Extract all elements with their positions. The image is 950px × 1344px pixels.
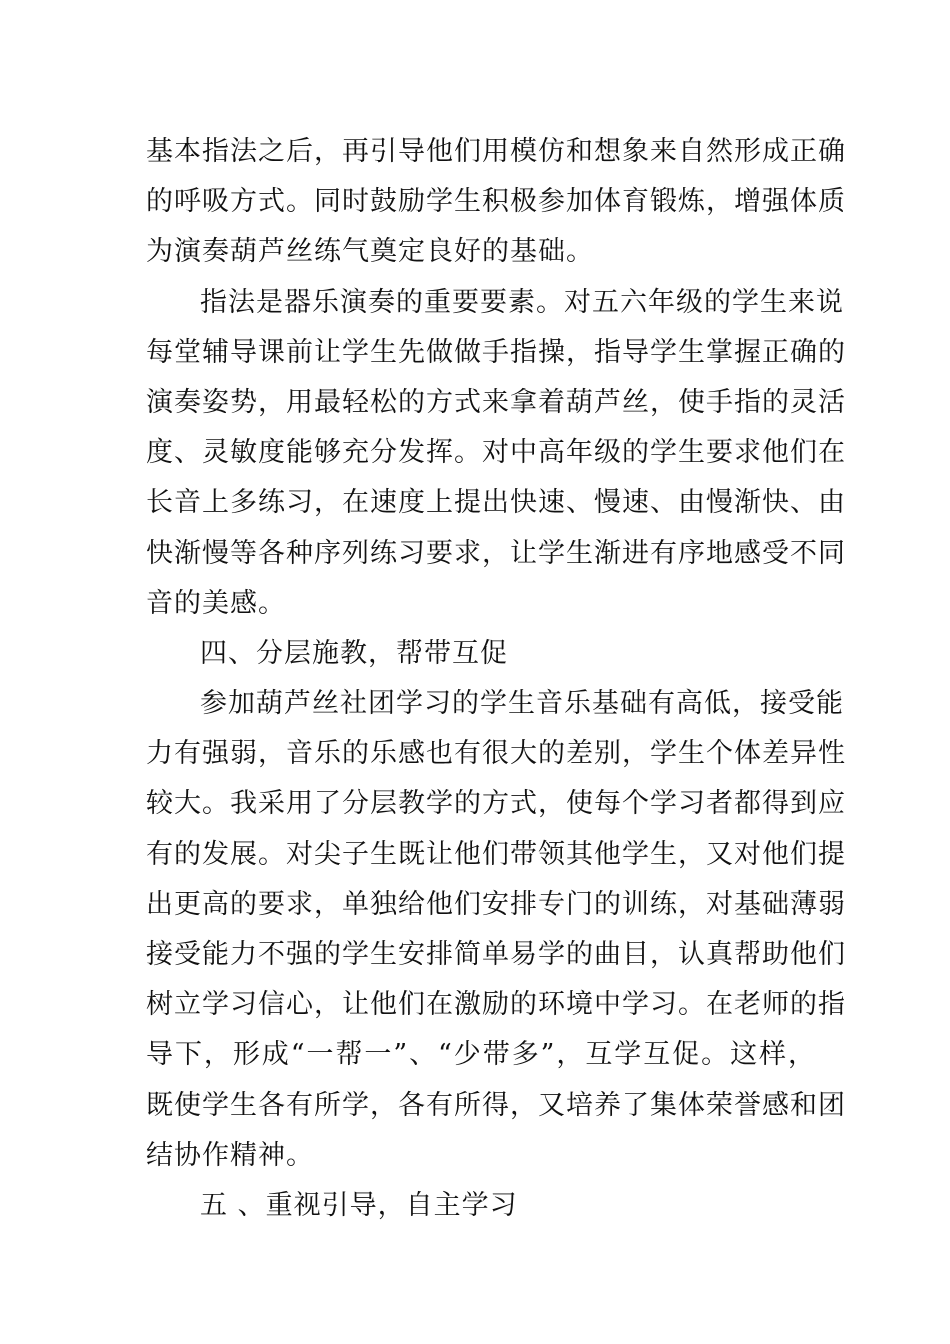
text-line: 有的发展。对尖子生既让他们带领其他学生，又对他们提 <box>146 838 846 870</box>
text-line: 结协作精神。 <box>146 1139 314 1171</box>
text-line: 出更高的要求，单独给他们安排专门的训练，对基础薄弱 <box>146 888 846 920</box>
text-line: 每堂辅导课前让学生先做做手指操，指导学生掌握正确的 <box>146 336 846 368</box>
section-heading: 四、分层施教，帮带互促 <box>200 637 508 669</box>
text-line: 接受能力不强的学生安排简单易学的曲目，认真帮助他们 <box>146 939 846 970</box>
text-line: 音的美感。 <box>146 587 286 619</box>
text-line: 的呼吸方式。同时鼓励学生积极参加体育锻炼，增强体质 <box>146 186 846 218</box>
paragraph-start-line: 参加葫芦丝社团学习的学生音乐基础有高低，接受能 <box>200 688 844 720</box>
text-line: 力有强弱，音乐的乐感也有很大的差别，学生个体差异性 <box>146 738 846 770</box>
text-line: 快渐慢等各种序列练习要求，让学生渐进有序地感受不同 <box>146 537 846 569</box>
text-line: 演奏姿势，用最轻松的方式来拿着葫芦丝，使手指的灵活 <box>146 386 846 418</box>
text-line: 较大。我采用了分层教学的方式，使每个学习者都得到应 <box>146 788 846 820</box>
text-line: 度、灵敏度能够充分发挥。对中高年级的学生要求他们在 <box>146 437 846 469</box>
text-line: 为演奏葫芦丝练气奠定良好的基础。 <box>146 236 594 268</box>
text-line: 长音上多练习，在速度上提出快速、慢速、由慢渐快、由 <box>146 487 846 519</box>
text-line: 导下，形成“一帮一”、“少带多”，互学互促。这样， <box>146 1039 816 1071</box>
text-line: 基本指法之后，再引导他们用模仿和想象来自然形成正确 <box>146 136 846 167</box>
text-line: 既使学生各有所学，各有所得，又培养了集体荣誉感和团 <box>146 1089 846 1121</box>
body-text <box>146 127 846 1231</box>
paragraph-start-line: 指法是器乐演奏的重要要素。对五六年级的学生来说 <box>200 286 844 318</box>
section-heading: 五 、重视引导，自主学习 <box>200 1189 518 1221</box>
text-line: 树立学习信心，让他们在激励的环境中学习。在老师的指 <box>146 989 846 1021</box>
